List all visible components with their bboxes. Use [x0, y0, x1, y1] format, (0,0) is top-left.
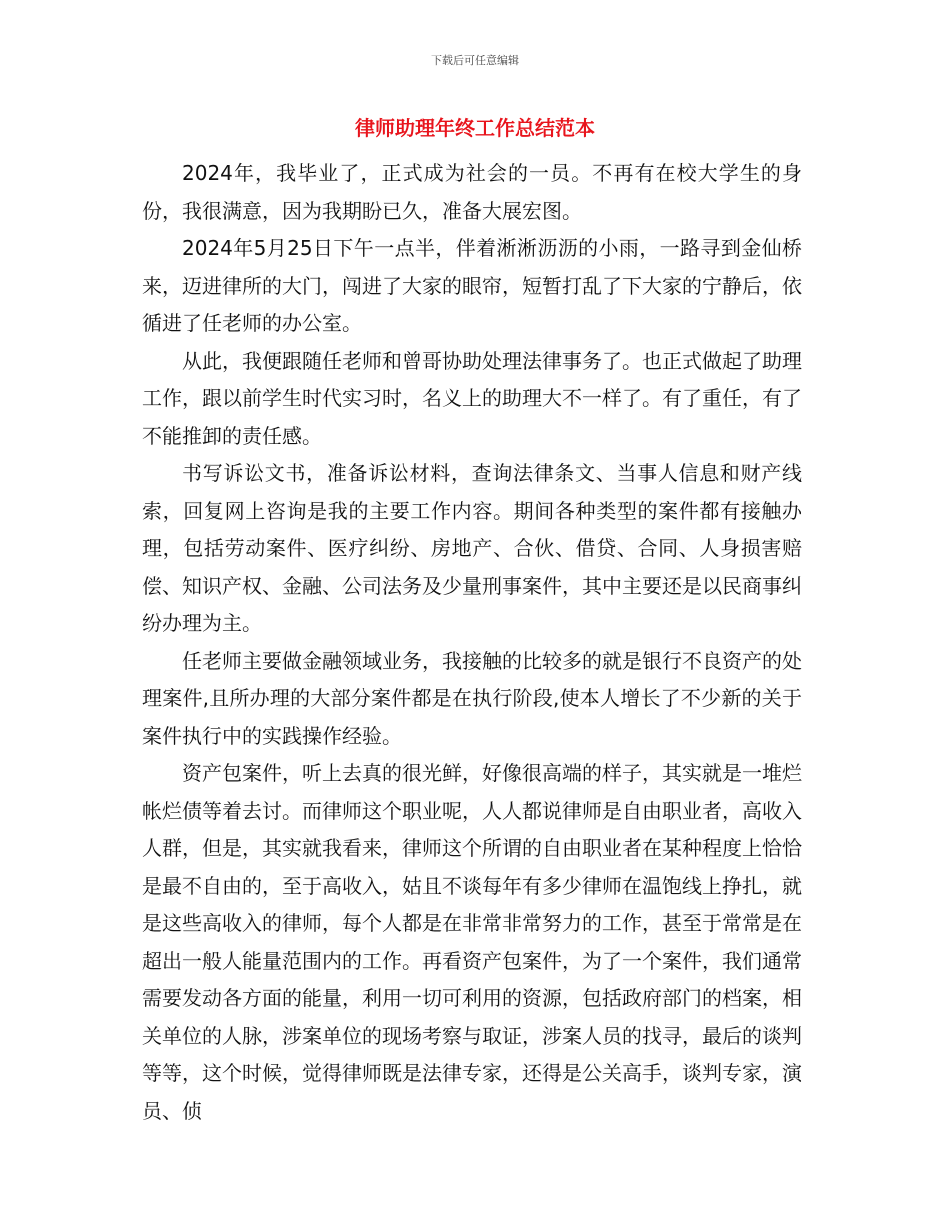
paragraph: 任老师主要做金融领域业务，我接触的比较多的就是银行不良资产的处理案件,且所办理的大部分案件都是在执行阶段,使本人增长了不少新的关于案件执行中的实践操作经验。: [142, 648, 802, 748]
paragraph: 2024年5月25日下午一点半，伴着淅淅沥沥的小雨，一路寻到金仙桥来，迈进律所的大门，闯进了大家的眼帘，短暂打乱了下大家的宁静后，依循进了任老师的办公室。: [142, 236, 802, 335]
paragraph: 2024年，我毕业了，正式成为社会的一员。不再有在校大学生的身份，我很满意，因为我期盼已久，准备大展宏图。: [142, 161, 802, 223]
paragraph: 书写诉讼文书，准备诉讼材料，查询法律条文、当事人信息和财产线索，回复网上咨询是我的主要工作内容。期间各种类型的案件都有接触办理，包括劳动案件、医疗纠纷、房地产、合伙、借贷、合同、人身损害赔偿、知识产权、金融、公司法务及少量刑事案件，其中主要还是以民商事纠纷办理为主。: [142, 461, 802, 635]
paragraph: 从此，我便跟随任老师和曾哥协助处理法律事务了。也正式做起了助理工作，跟以前学生时代实习时，名义上的助理大不一样了。有了重任，有了不能推卸的责任感。: [142, 348, 802, 448]
document-body: [142, 155, 802, 1130]
paragraph: 资产包案件，听上去真的很光鲜，好像很高端的样子，其实就是一堆烂帐烂债等着去讨。而律师这个职业呢，人人都说律师是自由职业者，高收入人群，但是，其实就我看来，律师这个所谓的自由职业者在某种程度上恰恰是最不自由的，至于高收入，姑且不谈每年有多少律师在温饱线上挣扎，就是这些高收入的律师，每个人都是在非常非常努力的工作，甚至于常常是在超出一般人能量范围内的工作。再看资产包案件，为了一个案件，我们通常需要发动各方面的能量，利用一切可利用的资源，包括政府部门的档案，相关单位的人脉，涉案单位的现场考察与取证，涉案人员的找寻，最后的谈判等等，这个时候，觉得律师既是法律专家，还得是公关高手，谈判专家，演员、侦: [142, 761, 802, 1123]
document-title: 律师助理年终工作总结范本: [355, 116, 595, 140]
header-note: 下载后可任意编辑: [431, 54, 519, 67]
